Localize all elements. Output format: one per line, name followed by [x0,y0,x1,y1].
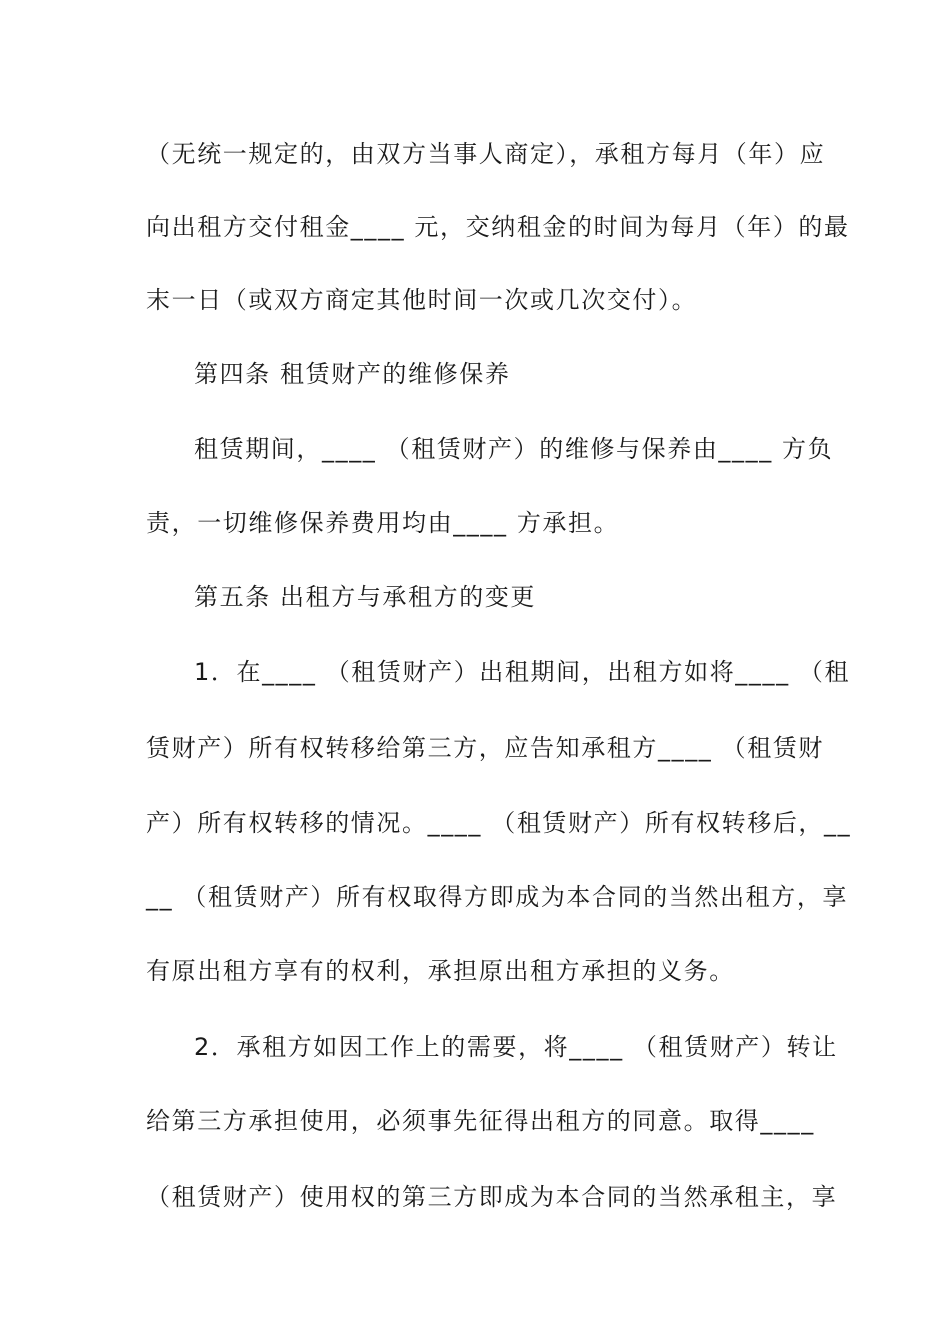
paragraph-line: 有原出租方享有的权利，承担原出租方承担的义务。 [146,957,735,985]
section-heading-article-5: 第五条 出租方与承租方的变更 [194,583,537,611]
paragraph-line: （租赁财产）使用权的第三方即成为本合同的当然承租主，享 [146,1183,838,1211]
section-heading-article-4: 第四条 租赁财产的维修保养 [194,360,511,388]
paragraph-line: 租赁期间，____ （租赁财产）的维修与保养由____ 方负 [194,435,834,463]
paragraph-line: 2．承租方如因工作上的需要，将____ （租赁财产）转让 [194,1033,838,1061]
paragraph-line: __ （租赁财产）所有权取得方即成为本合同的当然出租方，享 [146,883,849,911]
paragraph-line: 产）所有权转移的情况。____ （租赁财产）所有权转移后，__ [146,809,852,837]
paragraph-line: 赁财产）所有权转移给第三方，应告知承租方____ （租赁财 [146,734,825,762]
paragraph-line: 向出租方交付租金____ 元，交纳租金的时间为每月（年）的最 [146,213,850,241]
paragraph-line: 1．在____ （租赁财产）出租期间，出租方如将____ （租 [194,658,851,686]
paragraph-line: 责，一切维修保养费用均由____ 方承担。 [146,509,620,537]
paragraph-line: （无统一规定的，由双方当事人商定），承租方每月（年）应 [146,140,826,168]
paragraph-line: 末一日（或双方商定其他时间一次或几次交付）。 [146,286,698,314]
paragraph-line: 给第三方承担使用，必须事先征得出租方的同意。取得____ [146,1107,815,1135]
